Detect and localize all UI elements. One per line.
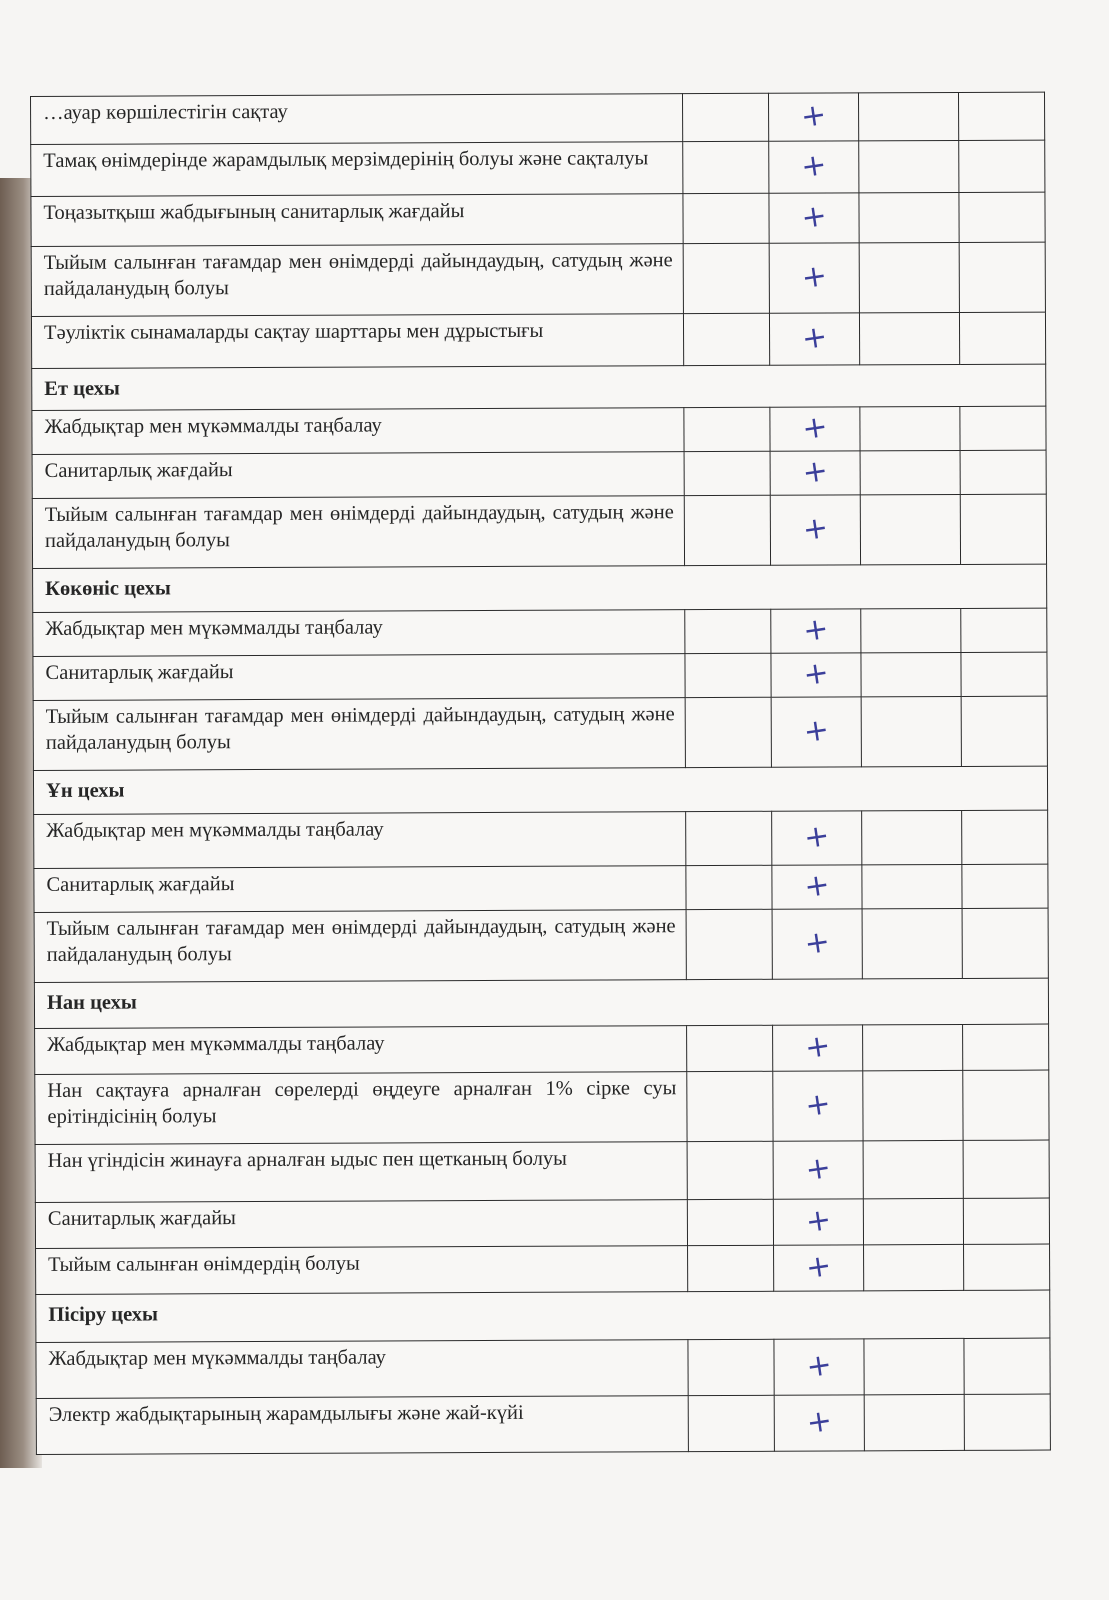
handwritten-plus-mark: + [800, 509, 831, 548]
empty-cell [858, 92, 958, 140]
empty-cell [962, 908, 1048, 978]
section-title: Көкөніс цехы [33, 564, 1047, 612]
compliance-mark-cell [773, 1199, 863, 1245]
requirement-text: Тамақ өнімдерінде жарамдылық мерзімдерінің болуы және сақталуы [31, 142, 683, 197]
empty-cell [962, 810, 1048, 864]
empty-cell [685, 653, 771, 697]
empty-cell [959, 192, 1045, 242]
empty-cell [961, 696, 1047, 766]
compliance-mark-cell [773, 1025, 863, 1071]
empty-cell [962, 864, 1048, 908]
table-row [33, 696, 1047, 770]
empty-cell [862, 810, 962, 864]
empty-cell [684, 495, 770, 565]
empty-cell [961, 608, 1047, 652]
compliance-mark-cell [769, 243, 859, 313]
section-row [34, 978, 1048, 1028]
handwritten-plus-mark: + [799, 197, 829, 236]
compliance-mark-cell [773, 1141, 863, 1199]
empty-cell [687, 1071, 773, 1141]
table-row [33, 608, 1047, 656]
empty-cell [959, 140, 1045, 192]
requirement-text: Тыйым салынған тағамдар мен өнімдерді дайындаудың, сатудың және пайдаланудың болуы [32, 496, 684, 569]
table-row [32, 450, 1046, 498]
table-row [36, 1244, 1050, 1294]
requirement-text: Жабдықтар мен мүкәммалды таңбалау [34, 812, 686, 869]
empty-cell [964, 1338, 1050, 1394]
handwritten-plus-mark: + [804, 1402, 835, 1441]
requirement-text: Жабдықтар мен мүкәммалды таңбалау [33, 610, 685, 657]
empty-cell [963, 1070, 1049, 1140]
handwritten-plus-mark: + [802, 1027, 833, 1066]
compliance-mark-cell [771, 697, 861, 767]
requirement-text: Санитарлық жағдайы [34, 866, 686, 913]
checklist-body [31, 92, 1051, 1454]
handwritten-plus-mark: + [798, 96, 829, 135]
table-row [31, 312, 1045, 368]
requirement-text: Санитарлық жағдайы [35, 1200, 687, 1249]
empty-cell [861, 608, 961, 652]
empty-cell [687, 1141, 773, 1199]
compliance-mark-cell [769, 193, 859, 243]
handwritten-plus-mark: + [800, 452, 831, 491]
handwritten-plus-mark: + [801, 711, 832, 750]
table-row [34, 810, 1048, 868]
handwritten-plus-mark: + [800, 654, 831, 693]
compliance-mark-cell [771, 653, 861, 697]
empty-cell [859, 140, 959, 192]
empty-cell [687, 1199, 773, 1245]
compliance-mark-cell [771, 609, 861, 653]
empty-cell [864, 1394, 964, 1450]
table-row [34, 864, 1048, 912]
table-row [31, 92, 1045, 144]
requirement-text: Тыйым салынған өнімдердің болуы [36, 1246, 688, 1295]
empty-cell [859, 242, 959, 312]
compliance-mark-cell [769, 141, 859, 193]
empty-cell [685, 697, 771, 767]
compliance-mark-cell [773, 1071, 863, 1141]
empty-cell [862, 864, 962, 908]
requirement-text: Тыйым салынған тағамдар мен өнімдерді дайындаудың, сатудың және пайдаланудың болуы [33, 698, 685, 771]
empty-cell [958, 92, 1044, 140]
empty-cell [863, 1024, 963, 1070]
requirement-text: Нан үгіндісін жинауға арналған ыдыс пен щетканың болуы [35, 1142, 687, 1203]
section-row [36, 1290, 1050, 1342]
empty-cell [961, 652, 1047, 696]
empty-cell [960, 406, 1046, 450]
requirement-text: Санитарлық жағдайы [32, 452, 684, 499]
compliance-mark-cell [770, 451, 860, 495]
empty-cell [860, 494, 960, 564]
empty-cell [683, 193, 769, 243]
table-row [35, 1140, 1049, 1202]
handwritten-plus-mark: + [799, 408, 830, 447]
table-row [33, 652, 1047, 700]
requirement-text: Санитарлық жағдайы [33, 654, 685, 701]
compliance-mark-cell [769, 313, 859, 365]
empty-cell [959, 312, 1045, 364]
empty-cell [683, 243, 769, 313]
compliance-mark-cell [772, 865, 862, 909]
empty-cell [959, 242, 1045, 312]
empty-cell [686, 865, 772, 909]
empty-cell [863, 1070, 963, 1140]
inspection-checklist-table [30, 92, 1051, 1455]
handwritten-plus-mark: + [803, 1201, 834, 1240]
table-row [31, 192, 1045, 246]
table-row [31, 140, 1045, 196]
empty-cell [864, 1244, 964, 1290]
empty-cell [686, 909, 772, 979]
compliance-mark-cell [768, 93, 858, 141]
requirement-text: Жабдықтар мен мүкәммалды таңбалау [36, 1340, 688, 1399]
empty-cell [963, 1140, 1049, 1198]
section-row [32, 364, 1046, 410]
empty-cell [859, 312, 959, 364]
empty-cell [964, 1244, 1050, 1290]
handwritten-plus-mark: + [799, 257, 830, 296]
handwritten-plus-mark: + [798, 146, 829, 185]
empty-cell [687, 1025, 773, 1071]
section-title: Пісіру цехы [36, 1290, 1050, 1342]
table-row [36, 1338, 1050, 1398]
empty-cell [860, 450, 960, 494]
table-row [32, 494, 1046, 568]
requirement-text: Тыйым салынған тағамдар мен өнімдерді дайындаудың, сатудың және пайдаланудың болуы [31, 244, 683, 317]
compliance-mark-cell [774, 1245, 864, 1291]
requirement-text: Жабдықтар мен мүкәммалды таңбалау [35, 1026, 687, 1075]
section-row [33, 564, 1047, 612]
empty-cell [683, 141, 769, 193]
empty-cell [688, 1395, 774, 1451]
compliance-mark-cell [772, 909, 862, 979]
requirement-text: Тәуліктік сынамаларды сақтау шарттары мен дұрыстығы [31, 314, 683, 369]
compliance-mark-cell [774, 1339, 864, 1395]
section-title: Ұн цехы [33, 766, 1047, 814]
table-row [32, 406, 1046, 454]
table-row [31, 242, 1045, 316]
handwritten-plus-mark: + [803, 1149, 834, 1188]
empty-cell [682, 93, 768, 141]
table-row [34, 908, 1048, 982]
empty-cell [859, 192, 959, 242]
table-row [36, 1394, 1050, 1454]
compliance-mark-cell [770, 407, 860, 451]
empty-cell [688, 1245, 774, 1291]
handwritten-plus-mark: + [799, 318, 830, 357]
handwritten-plus-mark: + [802, 923, 833, 962]
empty-cell [684, 407, 770, 451]
handwritten-plus-mark: + [802, 1085, 833, 1124]
compliance-mark-cell [772, 811, 862, 865]
compliance-mark-cell [774, 1395, 864, 1451]
requirement-text: Нан сақтауға арналған сөрелерді өңдеуге арналған 1% сірке суы ерітіндісінің болуы [35, 1072, 687, 1145]
section-title: Нан цехы [34, 978, 1048, 1028]
empty-cell [683, 313, 769, 365]
compliance-mark-cell [770, 495, 860, 565]
requirement-text: Электр жабдықтарының жарамдылығы және жай-күйі [36, 1396, 688, 1455]
empty-cell [960, 450, 1046, 494]
empty-cell [685, 609, 771, 653]
empty-cell [861, 652, 961, 696]
handwritten-plus-mark: + [801, 866, 832, 905]
empty-cell [960, 494, 1046, 564]
requirement-text: …ауар көршілестігін сақтау [31, 94, 683, 145]
empty-cell [864, 1338, 964, 1394]
empty-cell [684, 451, 770, 495]
handwritten-plus-mark: + [800, 610, 831, 649]
empty-cell [963, 1024, 1049, 1070]
handwritten-plus-mark: + [801, 817, 832, 856]
empty-cell [862, 908, 962, 978]
section-title: Ет цехы [32, 364, 1046, 410]
empty-cell [863, 1140, 963, 1198]
empty-cell [863, 1198, 963, 1244]
handwritten-plus-mark: + [804, 1346, 834, 1385]
handwritten-plus-mark: + [803, 1247, 834, 1286]
checklist-table-wrapper [30, 92, 1050, 1455]
requirement-text: Жабдықтар мен мүкәммалды таңбалау [32, 408, 684, 455]
table-row [35, 1070, 1049, 1144]
table-row [35, 1024, 1049, 1074]
section-row [33, 766, 1047, 814]
empty-cell [686, 811, 772, 865]
empty-cell [688, 1339, 774, 1395]
empty-cell [861, 696, 961, 766]
empty-cell [860, 406, 960, 450]
empty-cell [963, 1198, 1049, 1244]
requirement-text: Тоңазытқыш жабдығының санитарлық жағдайы [31, 194, 683, 247]
table-row [35, 1198, 1049, 1248]
requirement-text: Тыйым салынған тағамдар мен өнімдерді дайындаудың, сатудың және пайдаланудың болуы [34, 910, 686, 983]
empty-cell [964, 1394, 1050, 1450]
